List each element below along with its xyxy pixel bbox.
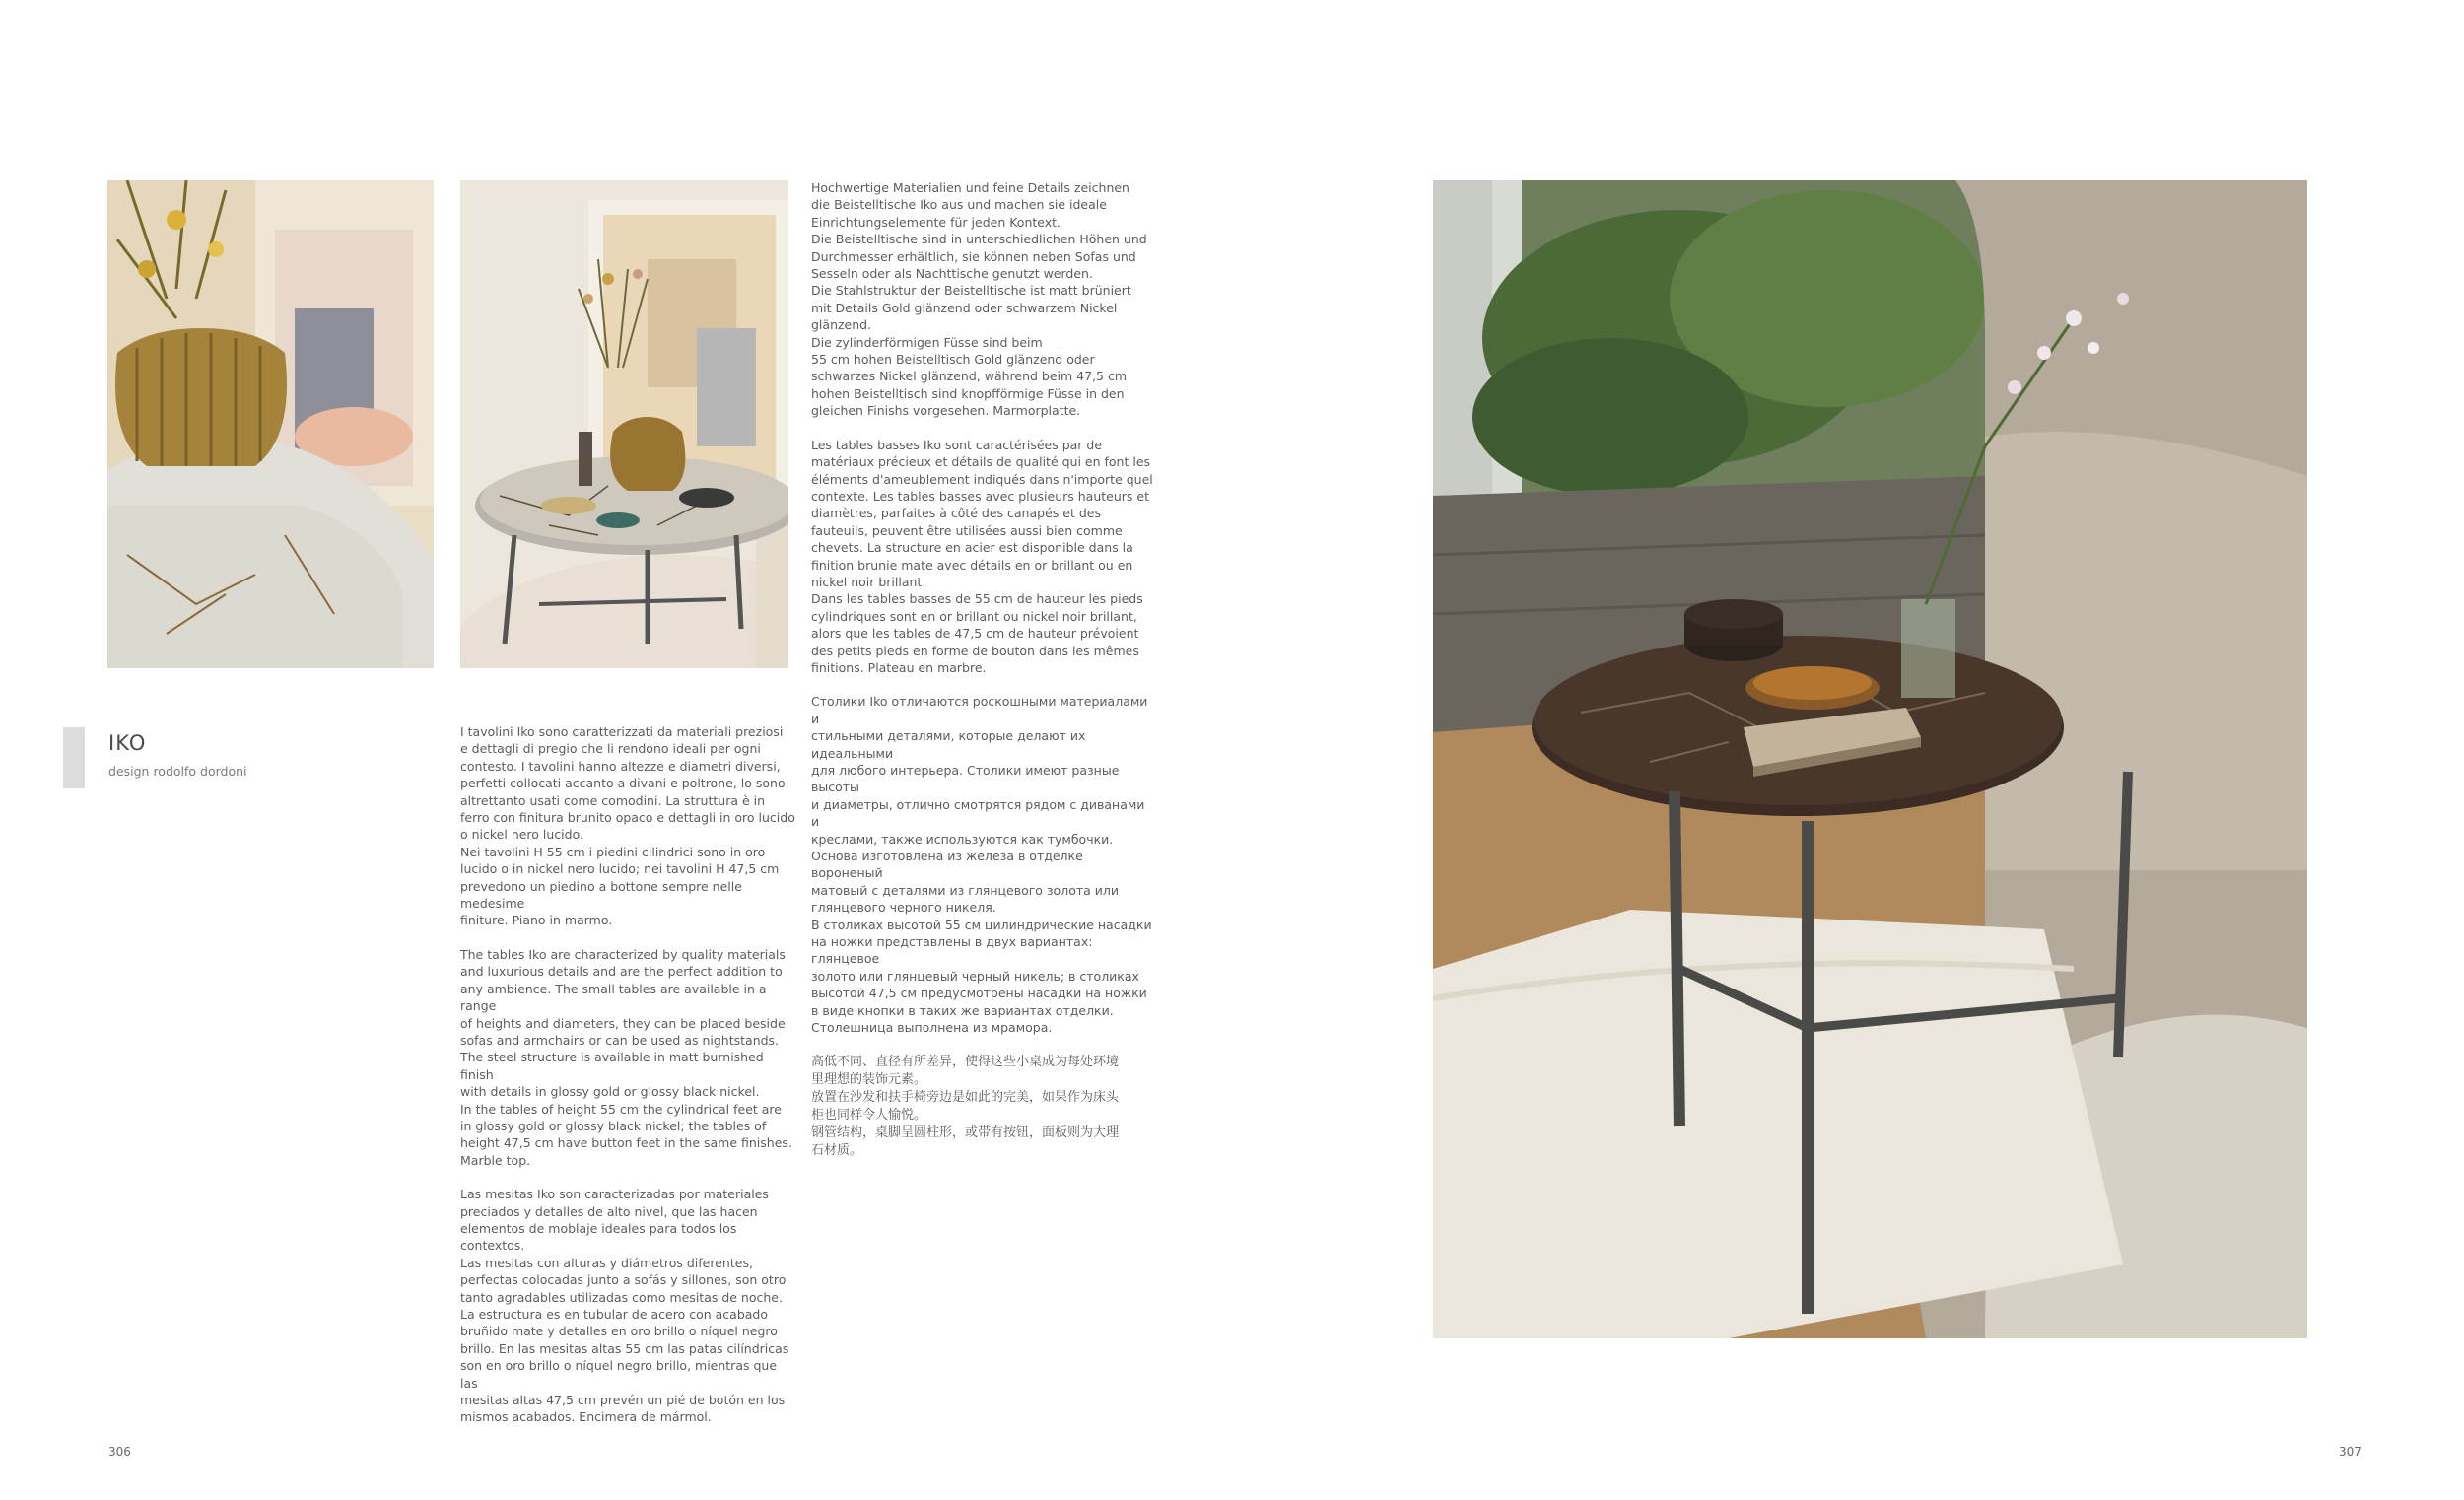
page-number-right: 307 xyxy=(2339,1445,2361,1459)
text-chinese: 高低不同、直径有所差异，使得这些小桌成为每处环境 里理想的装饰元素。 放置在沙发和扶手椅旁边是如此的完美，如果作为床头 柜也同样令人愉悦。 钢管结构，桌脚呈圆柱形，或带有按钮，面板则为大理 石材质。 xyxy=(811,1054,1120,1158)
text-column-1 xyxy=(460,723,795,1443)
title-accent-bar xyxy=(63,727,85,788)
text-german: Hochwertige Materialien und feine Details zeichnen die Beistelltische Iko aus und machen sie ideale Einrichtungselemente für jeden Kontext. Die Beistelltische sind in unterschiedlichen Höhen und Durchmesser erhältlich, sie können neben Sofas und Sesseln oder als Nachttische genutzt werden. Die Stahlstruktur der Beistelltische ist matt brüniert mit Details Gold glänzend oder schwarzem Nickel glänzend. Die zylinderförmigen Füsse sind beim 55 cm hohen Beistelltisch Gold glänzend oder schwarzes Nickel glänzend, während beim 47,5 cm hohen Beistelltisch sind knopfförmige Füsse in den gleichen Finishs vorgesehen. Marmorplatte. xyxy=(811,180,1147,419)
text-french: Les tables basses Iko sont caractérisées par de matériaux précieux et détails de qualité qui en font les éléments d'ameublement indiqués dans n'importe quel contexte. Les tables basses avec plusieurs hauteurs et diamètres, parfaites à côté des canapés et des fauteuils, peuvent être utilisées aussi bien comme chevets. La structure en acier est disponible dans la finition brunie mate avec détails en or brillant ou en nickel noir brillant. Dans les tables basses de 55 cm de hauteur les pieds cylindriques sont en or brillant ou nickel noir brillant, alors que les tables de 47,5 cm de hauteur prévoient des petits pieds en forme de bouton dans les mêmes finitions. Plateau en marbre. xyxy=(811,437,1153,675)
text-english: The tables Iko are characterized by quality materials and luxurious details and are the perfect addition to any ambience. The small tables are available in a range of heights and diameters, they can be placed beside sofas and armchairs or can be used as nightstands. The steel structure is available in matt burnished finish with details in glossy gold or glossy black nickel. In the tables of height 55 cm the cylindrical feet are in glossy gold or glossy black nickel; the tables of height 47,5 cm have button feet in the same finishes. Marble top. xyxy=(460,946,792,1168)
designer-credit: design rodolfo dordoni xyxy=(108,764,247,779)
text-column-2 xyxy=(811,179,1156,1177)
text-italian: I tavolini Iko sono caratterizzati da materiali preziosi e dettagli di pregio che li rendono ideali per ogni contesto. I tavolini hanno altezze e diametri diversi, perfetti collocati accanto a divani e poltrone, lo sono altrettanto usati come comodini. La struttura è in ferro con finitura brunito opaco e dettagli in oro lucido o nickel nero lucido. Nei tavolini H 55 cm i piedini cilindrici sono in oro lucido o in nickel nero lucido; nei tavolini H 47,5 cm prevedono un piedino a bottone sempre nelle medesime finiture. Piano in marmo. xyxy=(460,724,795,928)
page-number-left: 306 xyxy=(108,1445,131,1459)
photo-table-setting xyxy=(460,180,788,668)
text-spanish: Las mesitas Iko son caracterizadas por materiales preciados y detalles de alto nivel, que las hacen elementos de moblaje ideales para todos los contextos. Las mesitas con alturas y diámetros diferentes, perfectas colocadas junto a sofás y sillones, son otro tanto agradables utilizadas como mesitas de noche. La estructura es en tubular de acero con acabado bruñido mate y detalles en oro brillo o níquel negro brillo. En las mesitas altas 55 cm las patas cilíndricas son en oro brillo o níquel negro brillo, mientras que las mesitas altas 47,5 cm prevén un pié de botón en los mismos acabados. Encimera de mármol. xyxy=(460,1187,789,1425)
text-russian: Столики Iko отличаются роскошными материалами и стильными деталями, которые делают их идеальными для любого интерьера. Столики имеют разные высоты и диаметры, отлично смотрятся рядом с диванами и креслами, также используются как тумбочки. Основа изготовлена из железа в отделке вороненый матовый с деталями из глянцевого золота или глянцевого черного никеля. В столиках высотой 55 см цилиндрические насадки на ножки представлены в двух вариантах: глянцевое золото или глянцевый черный никель; в столиках высотой 47,5 см предусмотрены насадки на ножки в виде кнопки в таких же вариантах отделки. Столешница выполнена из мрамора. xyxy=(811,694,1152,1036)
photo-side-table-main xyxy=(1433,180,2307,1338)
photo-vase-closeup xyxy=(107,180,434,668)
product-title: IKO xyxy=(108,731,147,755)
